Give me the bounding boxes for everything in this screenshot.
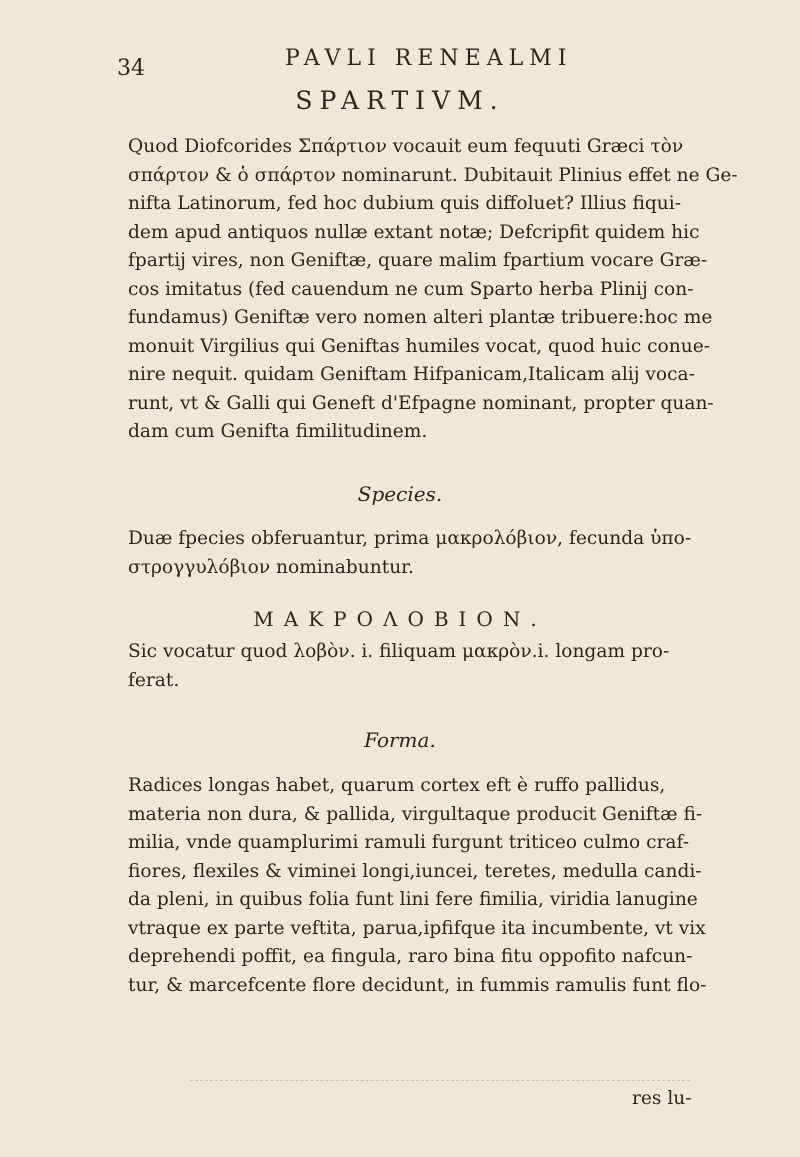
text-line: milia, vnde quamplurimi ramuli furgunt triticeo culmo craf- (128, 832, 689, 853)
heading-forma: Forma. (364, 728, 436, 752)
text-line: monuit Virgilius qui Geniftas humiles vocat, quod huic conue- (128, 335, 710, 357)
paragraph-name-origin (128, 638, 693, 695)
text-line: nifta Latinorum, fed hoc dubium quis diffoluet? Illius fiqui- (128, 193, 681, 214)
catchword: res lu- (632, 1088, 692, 1109)
text-line: fpartij vires, non Geniftæ, quare malim fpartium vocare Græ- (128, 250, 708, 271)
page-number: 34 (117, 56, 145, 81)
paragraph-species (128, 525, 693, 582)
text-line: στρογγυλόβιον nominabuntur. (128, 556, 414, 578)
text-line: tur, & marcefcente flore decidunt, in fummis ramulis funt flo- (128, 974, 707, 996)
text-line: cos imitatus (fed cauendum ne cum Sparto herba Plinij con- (128, 278, 694, 300)
text-line: Duæ fpecies obferuantur, prima μακρολόβιον, fecunda ὑπο- (128, 528, 692, 549)
text-line: Quod Diofcorides Σπάρτιον vocauit eum fequuti Græci τὸν (128, 136, 684, 157)
paragraph-forma (128, 772, 707, 1000)
text-line: Radices longas habet, quarum cortex eft è ruffo pallidus, (128, 775, 666, 796)
section-title: SPARTIVM. (295, 86, 505, 115)
text-line: deprehendi poffit, ea fingula, raro bina fitu oppofito nafcun- (128, 946, 693, 967)
text-line: vtraque ex parte veftita, parua,ipfifque ita incumbente, vt vix (128, 917, 706, 939)
text-line: dam cum Genifta fimilitudinem. (128, 421, 428, 442)
text-line: fundamus) Geniftæ vero nomen alteri plantæ tribuere:hoc me (128, 307, 713, 328)
text-line: materia non dura, & pallida, virgultaque producit Geniftæ fi- (128, 803, 703, 825)
text-line: Sic vocatur quod λοβὸν. i. filiquam μακρὸν.i. longam pro- (128, 641, 670, 662)
running-head: PAVLI RENEALMI (285, 46, 573, 71)
text-line: σπάρτον & ὁ σπάρτον nominarunt. Dubitauit Plinius effet ne Ge- (128, 164, 738, 186)
heading-makrolobion: ΜΑΚΡΟΛΟΒΙΟΝ. (253, 607, 547, 631)
page-header (0, 46, 800, 86)
text-line: runt, vt & Galli qui Geneft d'Efpagne nominant, propter quan- (128, 392, 714, 414)
heading-species: Species. (357, 482, 443, 506)
text-line: nire nequit. quidam Geniftam Hifpanicam,Italicam alij voca- (128, 364, 695, 385)
paragraph-intro (128, 133, 738, 447)
text-line: ferat. (128, 669, 180, 691)
bottom-rule (190, 1080, 690, 1081)
text-line: da pleni, in quibus folia funt lini fere fimilia, viridia lanugine (128, 889, 698, 910)
text-line: dem apud antiquos nullæ extant notæ; Defcripfit quidem hic (128, 221, 700, 243)
text-line: fiores, flexiles & viminei longi,iuncei, teretes, medulla candi- (128, 860, 702, 882)
